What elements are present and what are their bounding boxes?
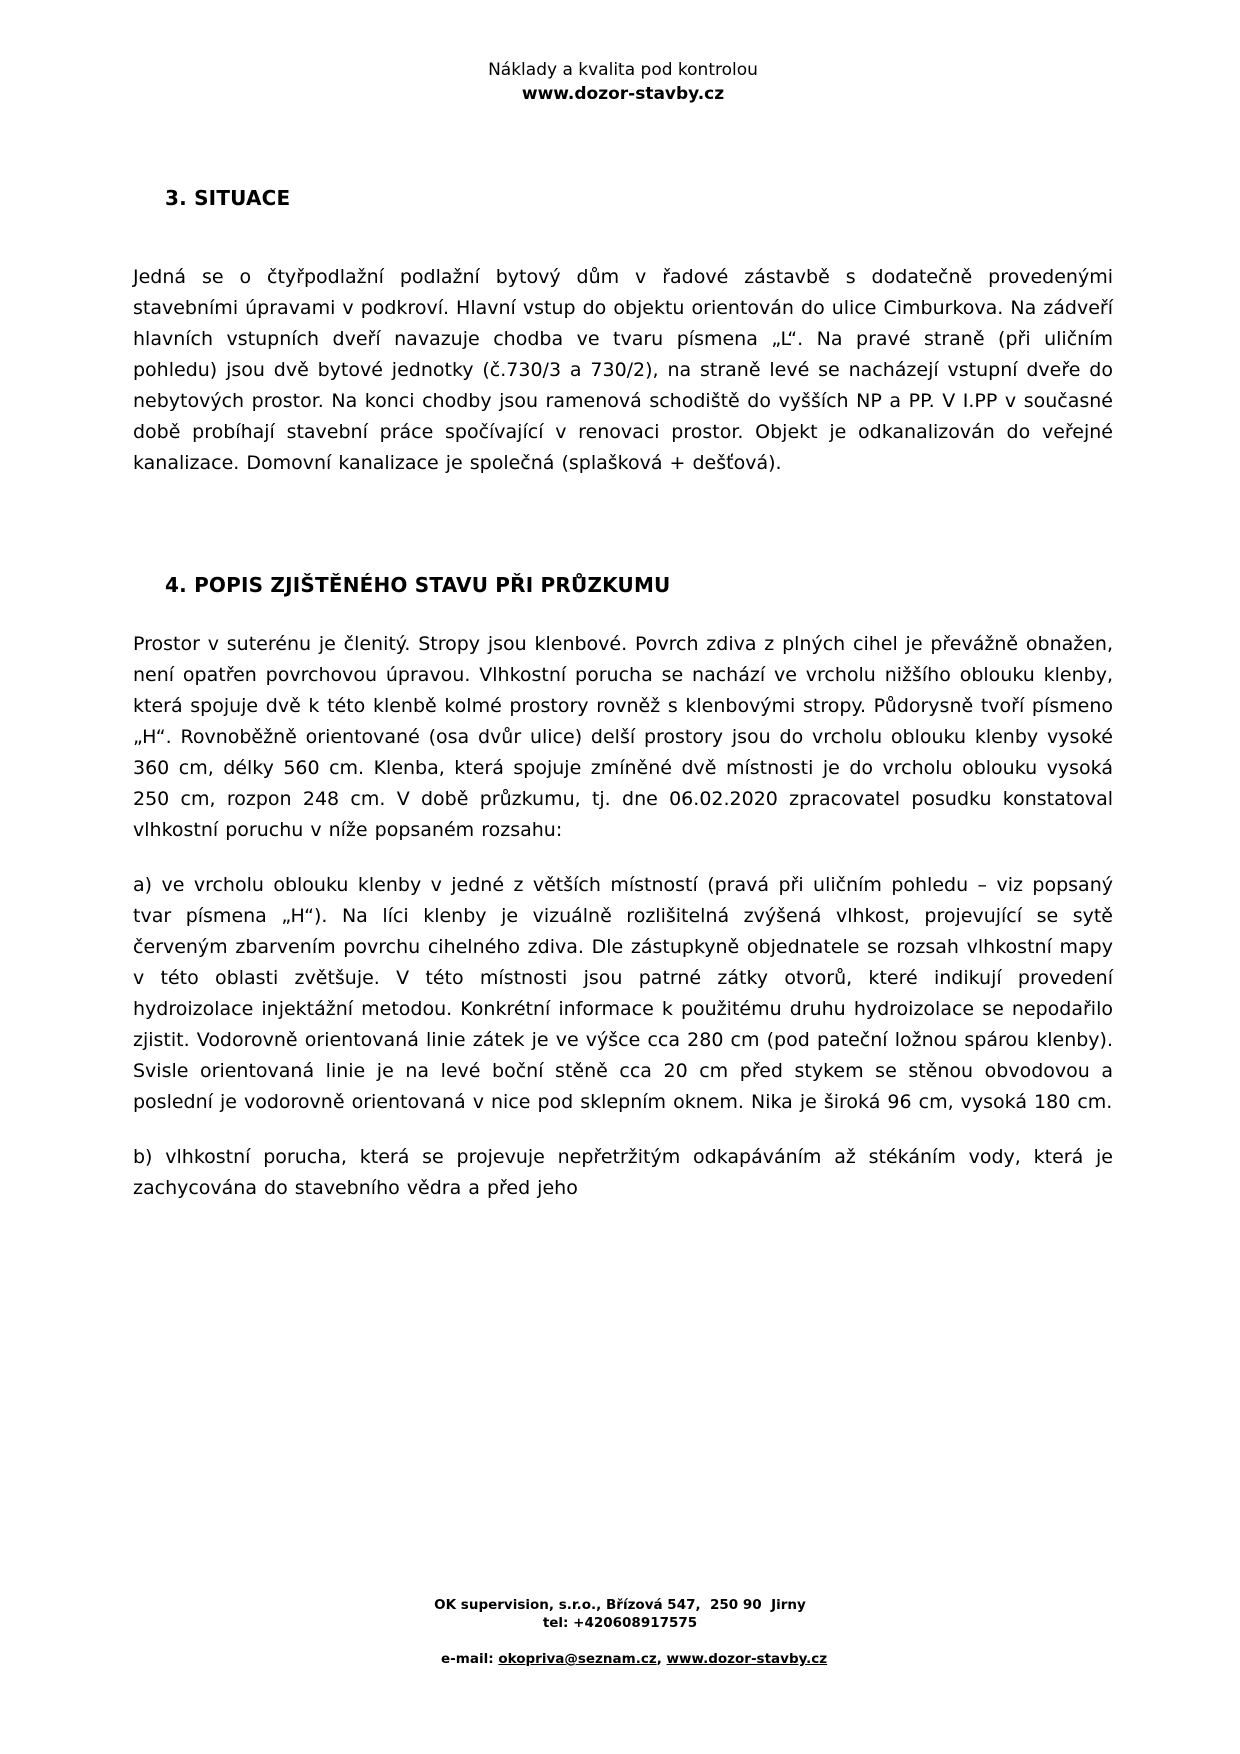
document-footer [0, 1596, 1240, 1686]
section-heading-popis: 4. POPIS ZJIŠTĚNÉHO STAVU PŘI PRŮZKUMU [165, 573, 671, 597]
header-tagline: Náklady a kvalita pod kontrolou [488, 60, 758, 80]
document-header [133, 58, 1113, 106]
section-heading-situace: 3. SITUACE [165, 186, 291, 210]
paragraph-popis-item-a: a) ve vrcholu oblouku klenby v jedné z větších místností (pravá při uličním pohledu – viz popsaný tvar písmena „H“). Na líci klenby je vizuálně rozlišitelná zvýšená vlhkost, projevující se sytě červeným zbarvením povrchu cihelného zdiva. Dle zástupkyně objednatele se rozsah vlhkostní mapy v této oblasti zvětšuje. V této místnosti jsou patrné zátky otvorů, které indikují provedení hydroizolace injektážní metodou. Konkrétní informace k použitému druhu hydroizolace se nepodařilo zjistit. Vodorovně orientovaná linie zátek je ve výšce cca 280 cm (pod pateční ložnou spárou klenby). Svisle orientovaná linie je na levé boční stěně cca 20 cm před stykem se stěnou obvodovou a poslední je vodorovně orientovaná v nice pod sklepním oknem. Nika je široká 96 cm, vysoká 180 cm. [133, 874, 1113, 1113]
footer-website-link[interactable]: www.dozor-stavby.cz [666, 1651, 828, 1667]
footer-email-link[interactable]: okopriva@seznam.cz [498, 1651, 657, 1667]
footer-company-address: OK supervision, s.r.o., Břízová 547, 250 90 Jirny [434, 1597, 806, 1613]
footer-email-label: e-mail: [441, 1651, 499, 1667]
footer-email-line [0, 1632, 1240, 1686]
paragraph-popis-intro: Prostor v suterénu je členitý. Stropy jsou klenbové. Povrch zdiva z plných cihel je převážně obnažen, není opatřen povrchovou úpravou. Vlhkostní porucha se nachází ve vrcholu nižšího oblouku klenby, která spojuje dvě k této klenbě kolmé prostory rovněž s klenbovými stropy. Půdorysně tvoří písmeno „H“. Rovnoběžně orientované (osa dvůr ulice) delší prostory jsou do vrcholu oblouku klenby vysoké 360 cm, délky 560 cm. Klenba, která spojuje zmíněné dvě místnosti je do vrcholu oblouku vysoká 250 cm, rozpon 248 cm. V době průzkumu, tj. dne 06.02.2020 zpracovatel posudku konstatoval vlhkostní poruchu v níže popsaném rozsahu: [133, 633, 1113, 841]
footer-phone: tel: +420608917575 [542, 1615, 698, 1631]
paragraph-situace: Jedná se o čtyřpodlažní podlažní bytový dům v řadové zástavbě s dodatečně provedenými stavebními úpravami v podkroví. Hlavní vstup do objektu orientován do ulice Cimburkova. Na zádveří hlavních vstupních dveří navazuje chodba ve tvaru písmena „L“. Na pravé straně (při uličním pohledu) jsou dvě bytové jednotky (č.730/3 a 730/2), na straně levé se nacházejí vstupní dveře do nebytových prostor. Na konci chodby jsou ramenová schodiště do vyšších NP a PP. V I.PP v současné době probíhají stavební práce spočívající v renovaci prostor. Objekt je odkanalizován do veřejné kanalizace. Domovní kanalizace je společná (splašková + dešťová). [133, 266, 1113, 474]
paragraph-popis-item-b: b) vlhkostní porucha, která se projevuje nepřetržitým odkapáváním až stékáním vody, která je zachycována do stavebního vědra a před jeho [133, 1146, 1113, 1199]
footer-separator: , [656, 1651, 667, 1667]
header-website: www.dozor-stavby.cz [521, 84, 725, 104]
